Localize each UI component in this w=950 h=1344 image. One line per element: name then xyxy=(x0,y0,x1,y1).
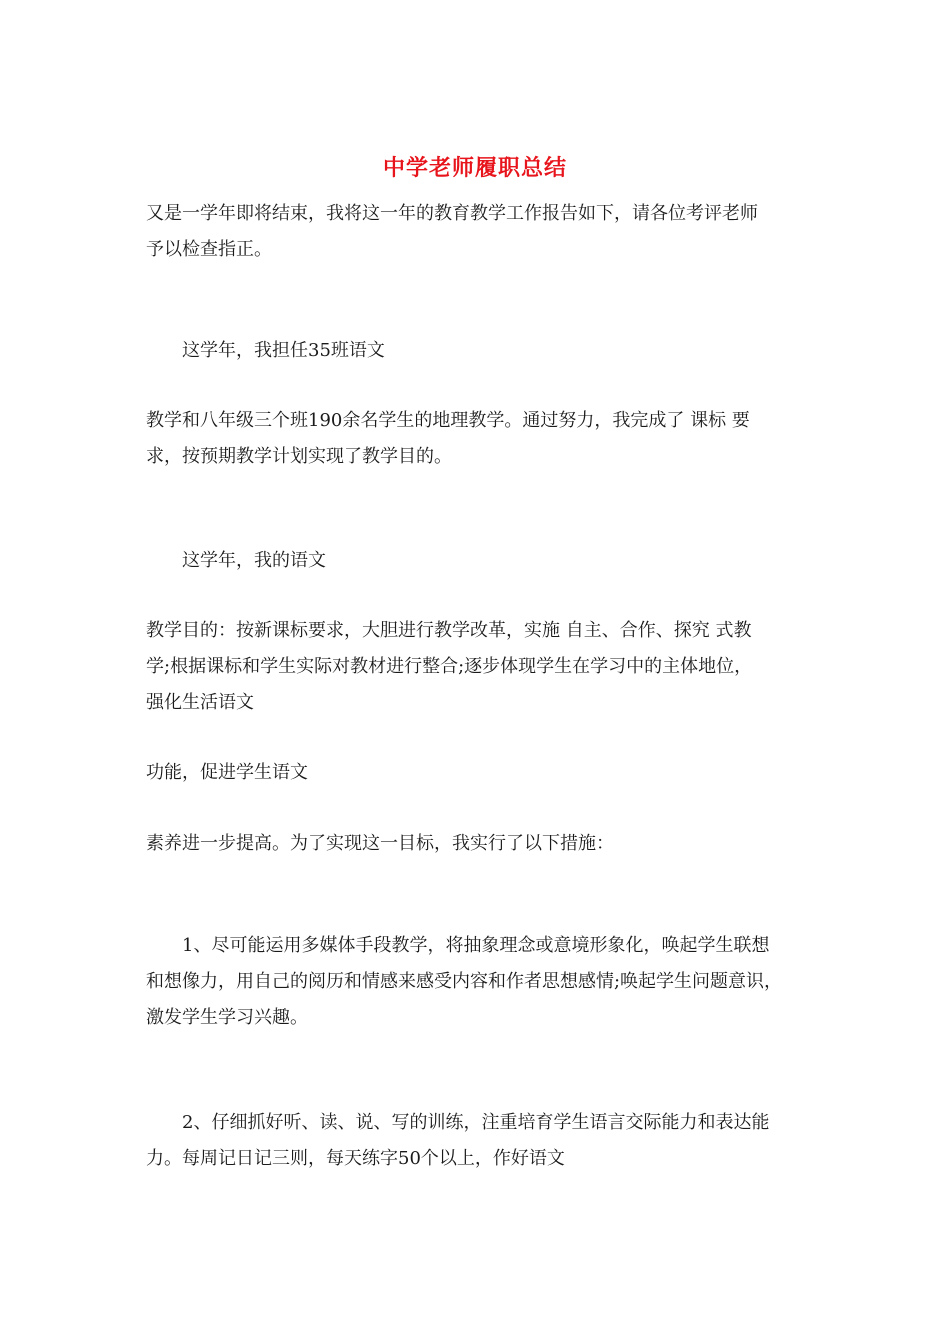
text-line: 功能，促进学生语文 xyxy=(146,762,308,783)
paragraph-chinese-intro xyxy=(146,543,816,579)
text-line: 激发学生学习兴趣。 xyxy=(146,1007,308,1028)
paragraph-intro xyxy=(146,196,816,268)
text-line: 素养进一步提高。为了实现这一目标，我实行了以下措施： xyxy=(146,833,614,854)
text-line: 和想像力，用自己的阅历和情感来感受内容和作者思想感情;唤起学生问题意识， xyxy=(146,971,783,992)
document-title: 中学老师履职总结 xyxy=(382,155,567,181)
paragraph-function xyxy=(146,755,816,791)
paragraph-measure-2 xyxy=(146,1105,816,1177)
text-line: 强化生活语文 xyxy=(146,692,254,713)
paragraph-assignment xyxy=(146,333,816,369)
text-line: 予以检查指正。 xyxy=(146,239,272,260)
text-line: 力。每周记日记三则，每天练字50个以上，作好语文 xyxy=(146,1148,565,1169)
text-line: 又是一学年即将结束，我将这一年的教育教学工作报告如下，请各位考评老师 xyxy=(146,203,758,224)
text-line: 这学年，我担任35班语文 xyxy=(182,340,385,361)
paragraph-measure-1 xyxy=(146,928,816,1036)
paragraph-measures-intro xyxy=(146,826,816,862)
paragraph-teaching-goals xyxy=(146,613,816,721)
text-line: 2、仔细抓好听、读、说、写的训练，注重培育学生语言交际能力和表达能 xyxy=(182,1112,770,1133)
text-line: 学;根据课标和学生实际对教材进行整合;逐步体现学生在学习中的主体地位， xyxy=(146,656,753,677)
text-line: 教学目的：按新课标要求，大胆进行教学改革，实施 自主、合作、探究 式教 xyxy=(146,620,752,641)
text-line: 求，按预期教学计划实现了教学目的。 xyxy=(146,446,452,467)
text-line: 1、尽可能运用多媒体手段教学，将抽象理念或意境形象化，唤起学生联想 xyxy=(182,935,770,956)
paragraph-teaching-scope xyxy=(146,403,816,475)
text-line: 教学和八年级三个班190余名学生的地理教学。通过努力，我完成了 课标 要 xyxy=(146,410,750,431)
text-line: 这学年，我的语文 xyxy=(182,550,326,571)
